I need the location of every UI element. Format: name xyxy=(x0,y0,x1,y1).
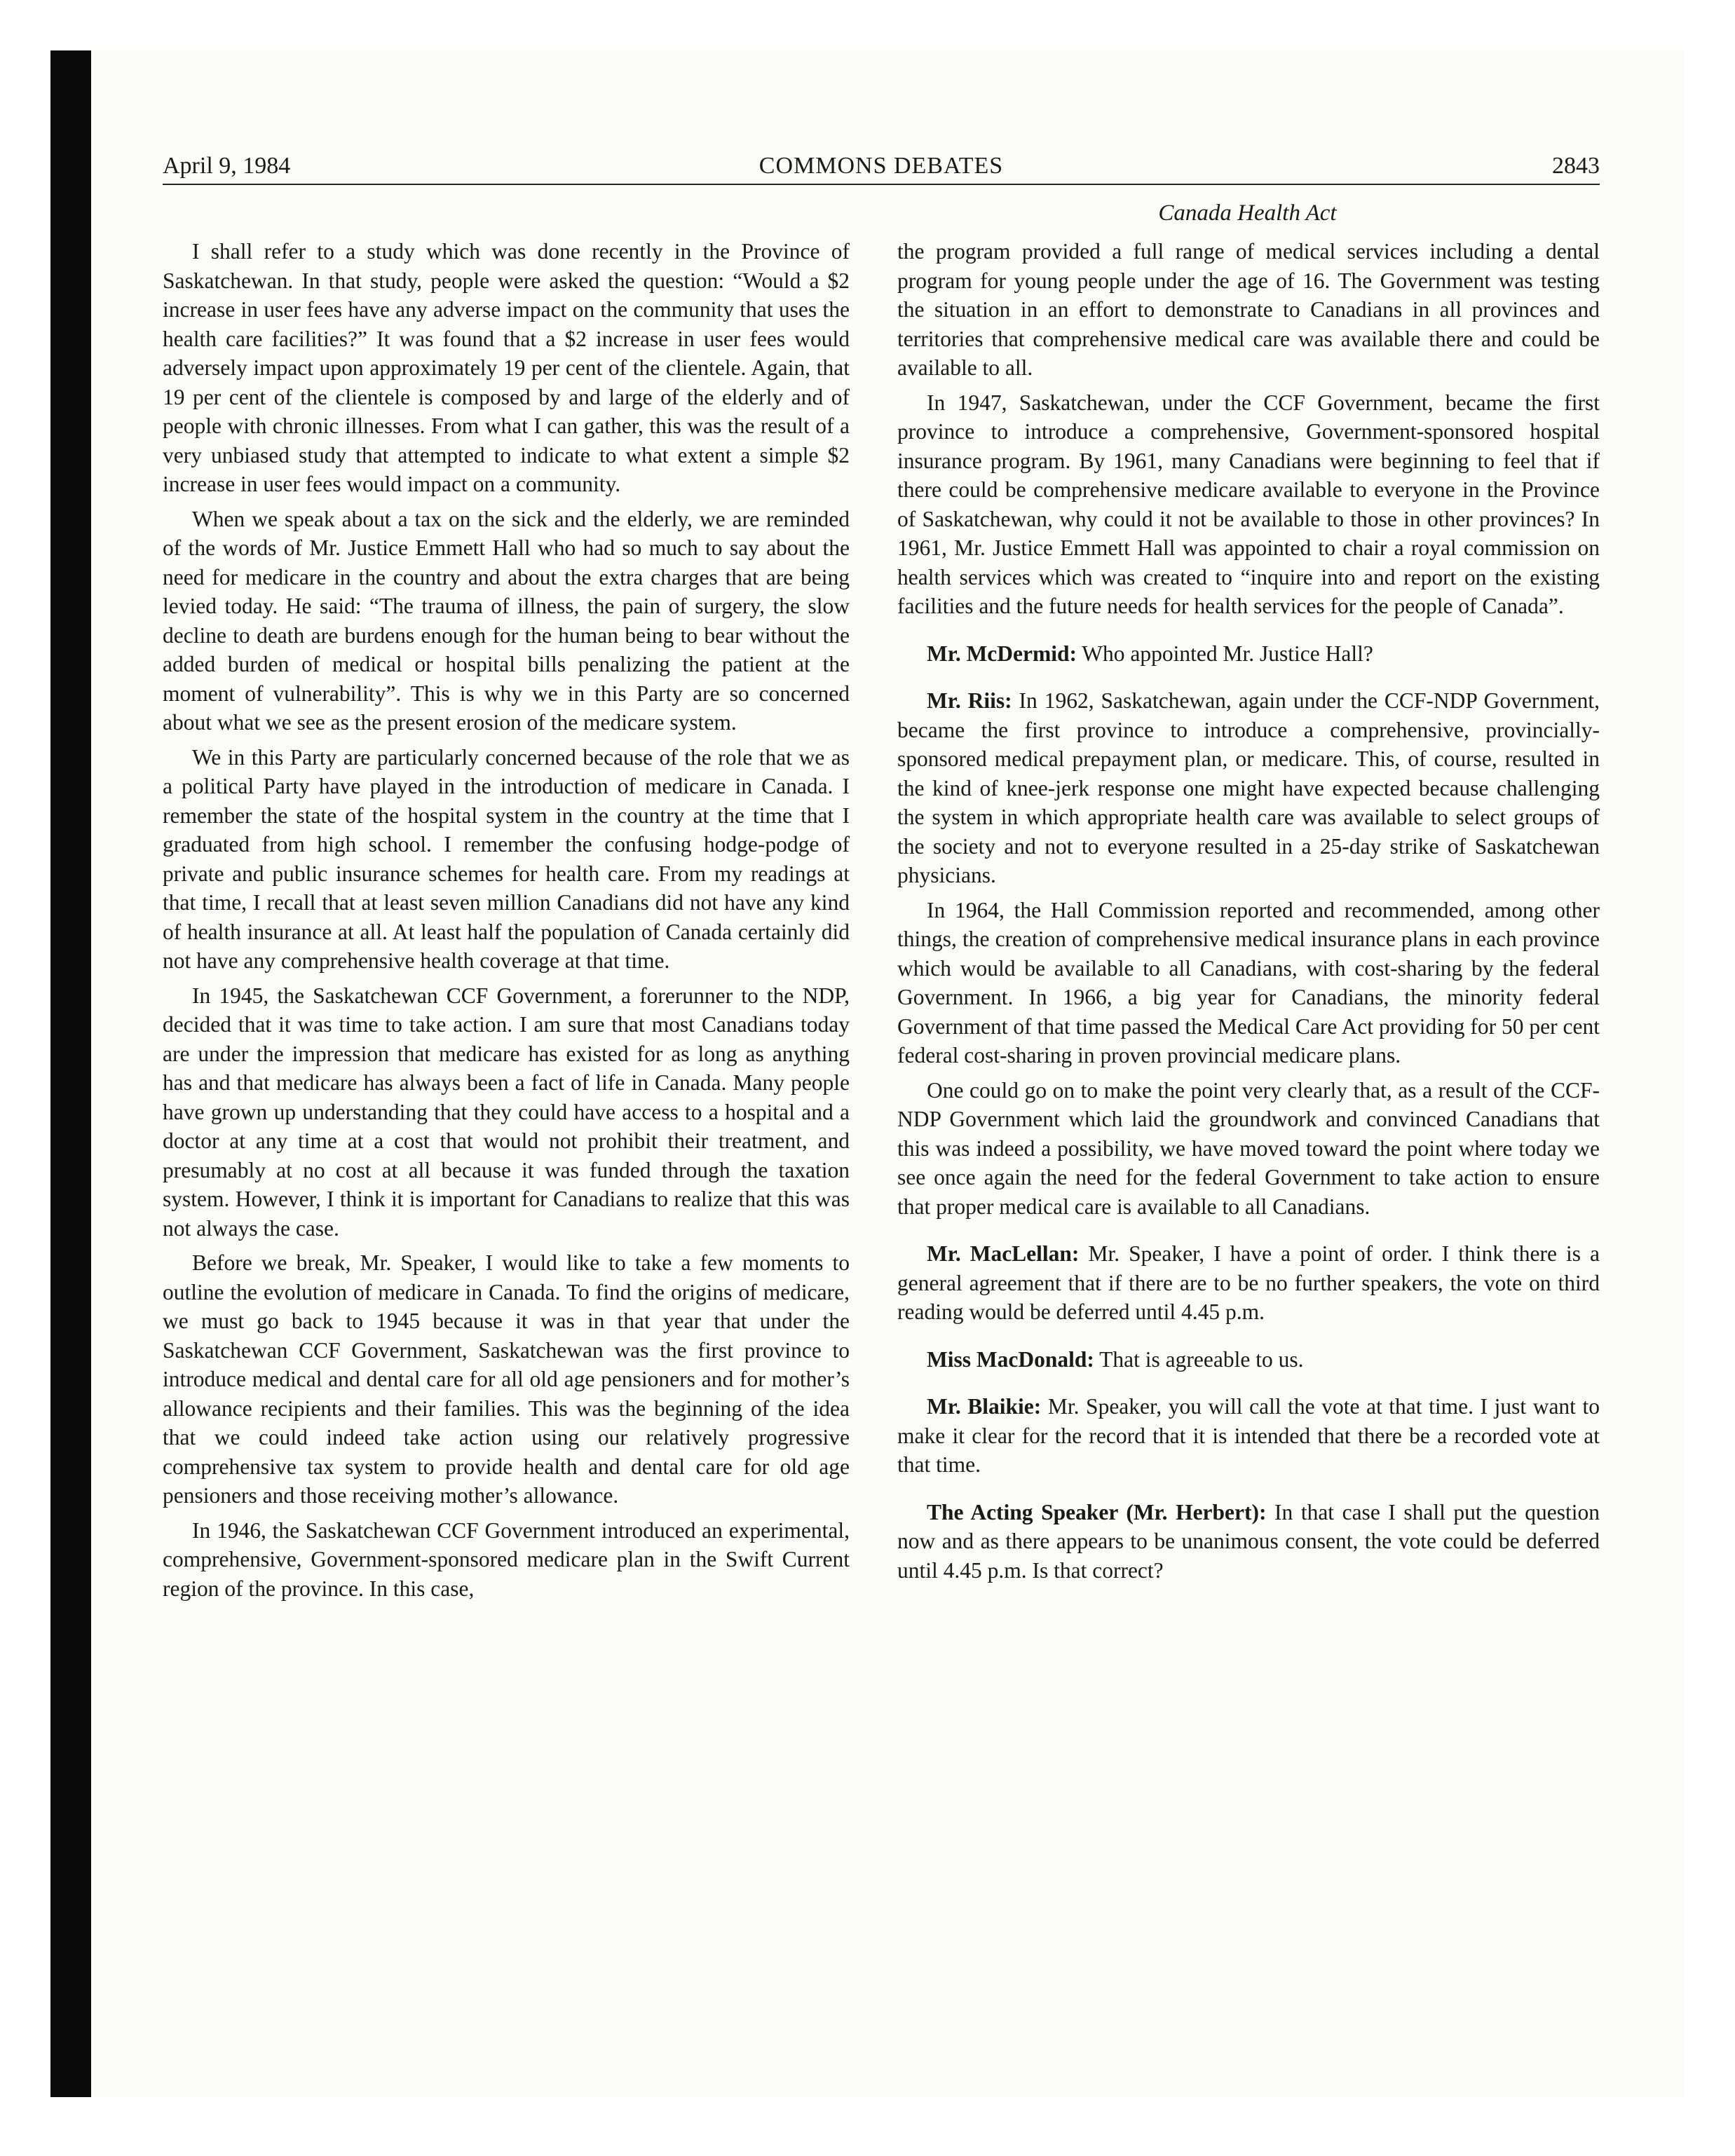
speaker-name: The Acting Speaker (Mr. Herbert): xyxy=(927,1499,1267,1524)
scan-binding-edge xyxy=(50,50,91,2097)
page-header xyxy=(163,149,1600,185)
right-column xyxy=(897,237,1600,1590)
speaker-name: Mr. Blaikie: xyxy=(927,1394,1042,1419)
speaker-name: Mr. MacLellan: xyxy=(927,1241,1080,1266)
paragraph: In 1964, the Hall Commission reported and recommended, among other things, the creation of comprehensive medical insurance plans in each province which would be available to all Canadians, with cost-sharing by the federal Government. In 1966, a big year for Canadians, the minority federal Government of that time passed the Medical Care Act providing for 50 per cent federal cost-sharing in proven provincial medicare plans. xyxy=(897,897,1600,1067)
speaker-name: Mr. McDermid: xyxy=(927,641,1077,666)
speech-text: That is agreeable to us. xyxy=(1094,1346,1304,1372)
speech-riis xyxy=(897,686,1600,890)
speech-text: Mr. Speaker, you will call the vote at that time. I just want to make it clear for the record that it is intended that there be a recorded vote at that time. xyxy=(897,1394,1600,1477)
paragraph-continuation: the program provided a full range of medical services including a dental program for young people under the age of 16. The Government was testing the situation in an effort to demonstrate to Canadians in all provinces and territories that comprehensive medical care was available there and could be available to all. xyxy=(897,239,1600,380)
speech-text: In 1962, Saskatchewan, again under the CCF-NDP Government, became the first province to introduce a comprehensive, provincially-sponsored medical prepayment plan, or medicare. This, of course, resulted in the kind of knee-jerk response one might have expected because challenging the system in which appropriate health care was available to select groups of the society and not to everyone resulted in a 25-day strike of Saskatchewan physicians. xyxy=(897,688,1600,887)
speaker-name: Miss MacDonald: xyxy=(927,1346,1094,1372)
paragraph: In 1946, the Saskatchewan CCF Government introduced an experimental, comprehensive, Government-sponsored medicare plan in the Swift Current region of the province. In this case, xyxy=(163,1517,850,1601)
speech-text: In that case I shall put the question now and as there appears to be unanimous consent, the vote could be deferred until 4.45 p.m. Is that correct? xyxy=(897,1499,1600,1583)
paragraph: When we speak about a tax on the sick and the elderly, we are reminded of the words of Mr. Justice Emmett Hall who had so much to say about the need for medicare in the country and about the extra charges that are being levied today. He said: “The trauma of illness, the pain of surgery, the slow decline to death are burdens enough for the human being to bear without the added burden of medical or hospital bills penalizing the patient at the moment of vulnerability”. This is why we in this Party are so concerned about what we see as the present erosion of the medicare system. xyxy=(163,506,850,735)
paragraph: Before we break, Mr. Speaker, I would like to take a few moments to outline the evolution of medicare in Canada. To find the origins of medicare, we must go back to 1945 because it was in that year that under the Saskatchewan CCF Government, Saskatchewan was the first province to introduce medical and dental care for all old age pensioners and for mother’s allowance recipients and their families. This was the beginning of the idea that we could indeed take action using our relatively progressive comprehensive tax system to provide health and dental care for old age pensioners and those receiving mother’s allowance. xyxy=(163,1250,850,1508)
paragraph: One could go on to make the point very clearly that, as a result of the CCF-NDP Government which laid the groundwork and convinced Canadians that this was indeed a possibility, we have moved toward the point where today we see once again the need for the federal Government to take action to ensure that proper medical care is available to all Canadians. xyxy=(897,1077,1600,1219)
running-title: Canada Health Act xyxy=(1158,200,1337,226)
speech-maclellan xyxy=(897,1239,1600,1327)
speech-blaikie xyxy=(897,1392,1600,1480)
header-page-number: 2843 xyxy=(1552,153,1600,179)
speech-mcdermid xyxy=(897,639,1600,669)
paragraph: I shall refer to a study which was done recently in the Province of Saskatchewan. In that study, people were asked the question: “Would a $2 increase in user fees have any adverse impact on the community that uses the health care facilities?” It was found that a $2 increase in user fees would adversely impact upon approximately 19 per cent of the clientele. Again, that 19 per cent of the clientele is composed by and large of the elderly and of people with chronic illnesses. From what I can gather, this was the result of a very unbiased study that attempted to indicate to what extent a simple $2 increase in user fees would impact on a community. xyxy=(163,239,850,496)
speech-text: Who appointed Mr. Justice Hall? xyxy=(1077,641,1373,666)
paragraph: We in this Party are particularly concerned because of the role that we as a political Party have played in the introduction of medicare in Canada. I remember the state of the hospital system in the country at the time that I graduated from high school. I remember the confusing hodge-podge of private and public insurance schemes for health care. From my readings at that time, I recall that at least seven million Canadians did not have any kind of health insurance at all. At least half the population of Canada certainly did not have any comprehensive health coverage at that time. xyxy=(163,744,850,973)
speech-acting-speaker xyxy=(897,1498,1600,1585)
paragraph: In 1945, the Saskatchewan CCF Government, a forerunner to the NDP, decided that it was time to take action. I am sure that most Canadians today are under the impression that medicare has existed for as long as anything has and that medicare has always been a fact of life in Canada. Many people have grown up understanding that they could have access to a hospital and a doctor at any time at a cost that would not prohibit their treatment, and presumably at no cost at all because it was funded through the taxation system. However, I think it is important for Canadians to realize that this was not always the case. xyxy=(163,983,850,1241)
header-title: COMMONS DEBATES xyxy=(758,153,1004,179)
left-column xyxy=(163,237,850,1609)
paragraph: In 1947, Saskatchewan, under the CCF Government, became the first province to introduce a comprehensive, Government-sponsored hospital insurance program. By 1961, many Canadians were beginning to feel that if there could be comprehensive medicare available to everyone in the Province of Saskatchewan, why could it not be available to those in other provinces? In 1961, Mr. Justice Emmett Hall was appointed to chair a royal commission on health services which was created to “inquire into and report on the existing facilities and the future needs for health services for the people of Canada”. xyxy=(897,390,1600,618)
speech-macdonald xyxy=(897,1345,1600,1374)
speaker-name: Mr. Riis: xyxy=(927,688,1012,713)
speech-text: Mr. Speaker, I have a point of order. I think there is a general agreement that if there are to be no further speakers, the vote on third reading would be deferred until 4.45 p.m. xyxy=(897,1241,1600,1324)
header-date: April 9, 1984 xyxy=(163,153,291,179)
